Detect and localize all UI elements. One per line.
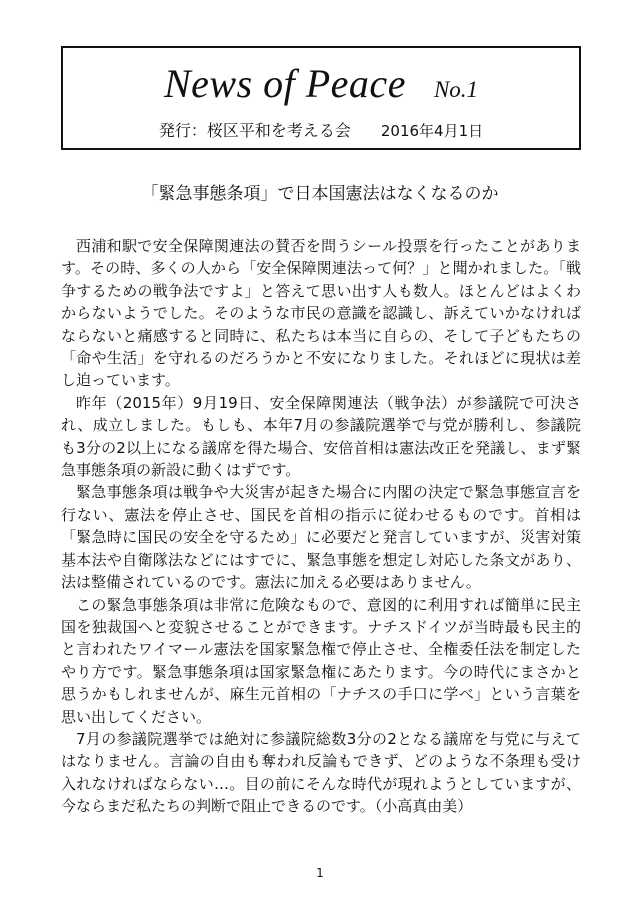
publisher: 発行：桜区平和を考える会 <box>158 121 351 140</box>
article-paragraph: 7月の参議院選挙では絶対に参議院総数3分の2となる議席を与党に与えてはなりません。言論の自由も奪われ反論もできず、どのような不条理も受け入れなければならない…。目の前にそんな時代が現れようとしていますが、今ならまだ私たちの判断で阻止できるのです。（小高真由美） <box>61 729 581 816</box>
masthead-title-row <box>63 60 579 107</box>
article-headline: 「緊急事態条項」で日本国憲法はなくなるのか <box>141 184 499 204</box>
article-body <box>61 235 581 818</box>
issue-date: 2016年4月1日 <box>380 122 484 140</box>
issue-number: No.1 <box>433 77 479 102</box>
article-paragraph: この緊急事態条項は非常に危険なもので、意図的に利用すれば簡単に民主国を独裁国へと変貌させることができます。ナチスドイツが当時最も民主的と言われたワイマール憲法を国家緊急権で停止させ、全権委任法を制定したやり方です。緊急事態条項は国家緊急権にあたります。今の時代にまさかと思うかもしれませんが、麻生元首相の「ナチスの手口に学べ」という言葉を思い出してください。 <box>61 595 581 726</box>
masthead-sub-row <box>63 118 579 141</box>
paper-name: News of Peace <box>163 61 406 106</box>
masthead-box <box>61 46 581 150</box>
page-number: 1 <box>316 866 324 880</box>
article-paragraph: 緊急事態条項は戦争や大災害が起きた場合に内閣の決定で緊急事態宣言を行ない、憲法を停止させ、国民を首相の指示に従わせるものです。首相は「緊急時に国民の安全を守るため」に必要だと発言していますが、災害対策基本法や自衛隊法などにはすでに、緊急事態を想定し対応した条文があり、法は整備されているのです。憲法に加える必要はありません。 <box>61 483 581 592</box>
article-paragraph: 昨年（2015年）9月19日、安全保障関連法（戦争法）が参議院で可決され、成立しました。もしも、本年7月の参議院選挙で与党が勝利し、参議院も3分の2以上になる議席を得た場合、安倍首相は憲法改正を発議し、まず緊急事態条項の新設に動くはずです。 <box>61 393 581 480</box>
article-paragraph: 西浦和駅で安全保障関連法の賛否を問うシール投票を行ったことがあります。その時、多くの人から「安全保障関連法って何？」と聞かれました。「戦争するための戦争法ですよ」と答えて思い出す人も数人。ほとんどはよくわからないようでした。そのような市民の意識を認識し、訴えていかなければならないと痛感すると同時に、私たちは本当に自らの、そして子どもたちの「命や生活」を守れるのだろうかと不安になりました。それほどに現状は差し迫っています。 <box>61 237 581 390</box>
